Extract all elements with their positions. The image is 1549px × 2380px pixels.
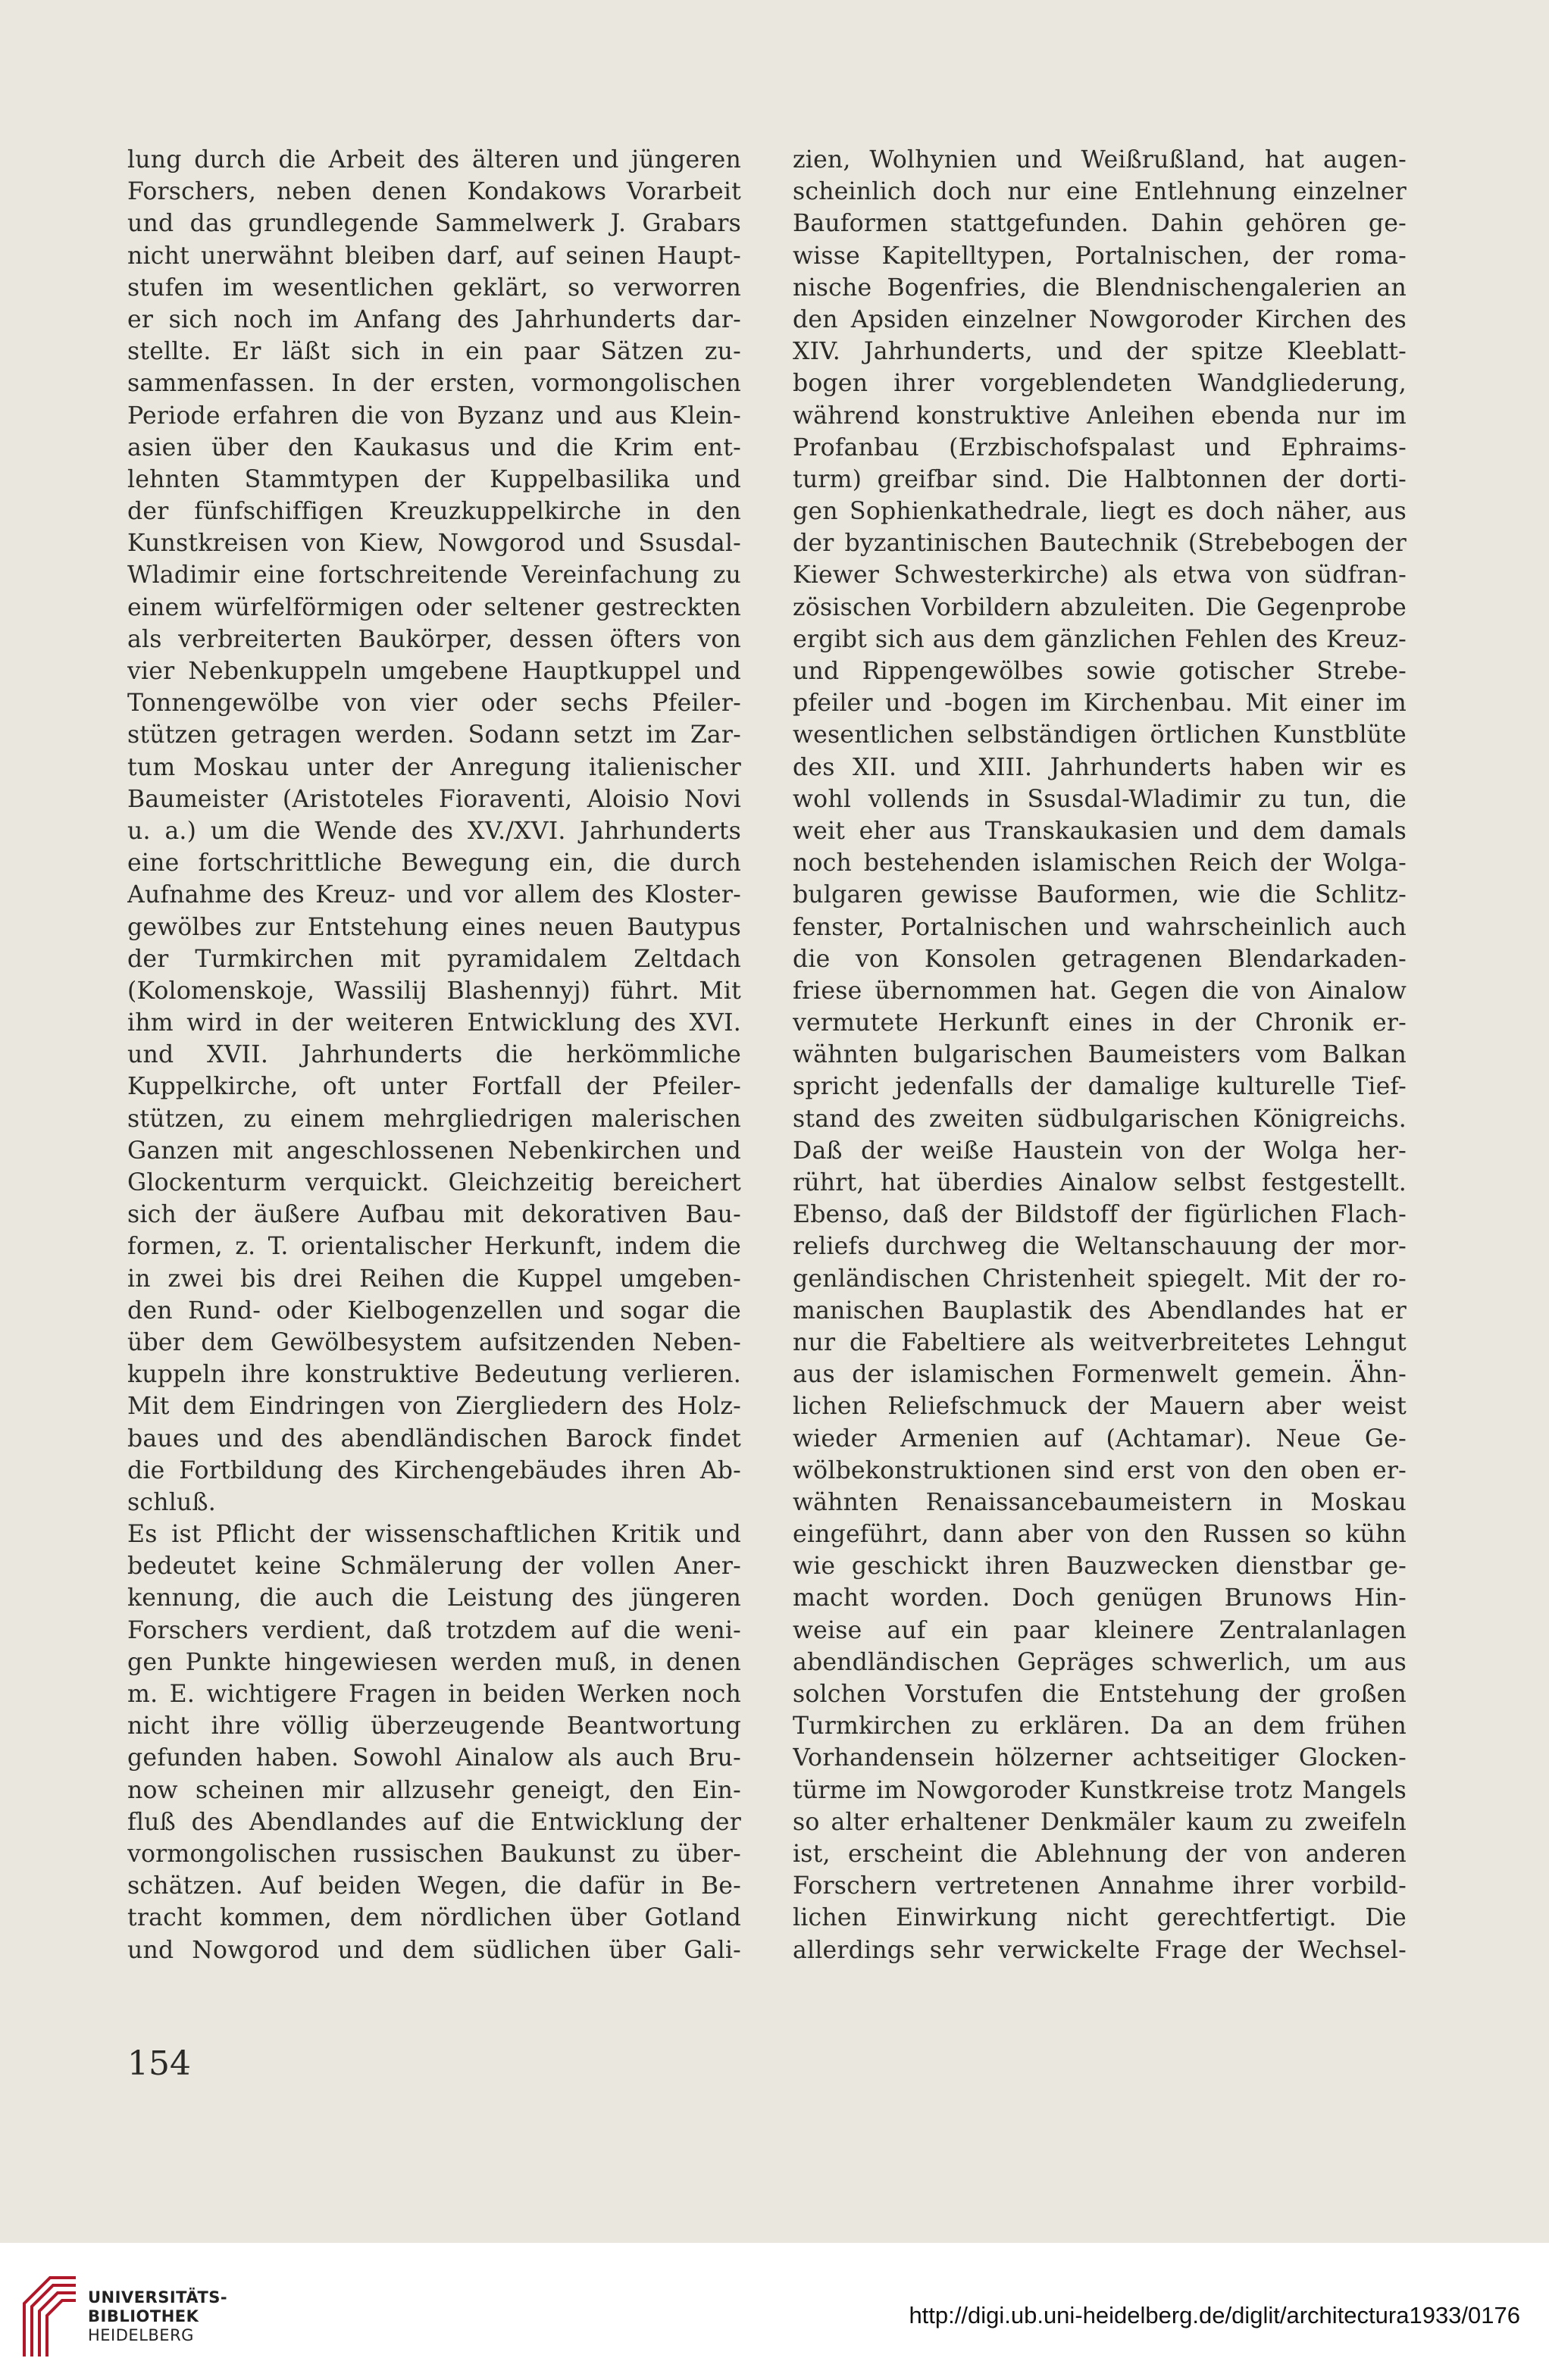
text-line: Kiewer Schwesterkirche) als etwa von südfran- bbox=[793, 561, 1407, 590]
text-line: tum Moskau unter der Anregung italienischer bbox=[127, 753, 741, 781]
text-line: zösischen Vorbildern abzuleiten. Die Gegenprobe bbox=[793, 593, 1407, 621]
text-line: scheinlich doch nur eine Entlehnung einzelner bbox=[793, 178, 1407, 206]
text-line: XIV. Jahrhunderts, und der spitze Kleeblatt- bbox=[793, 338, 1407, 366]
right-text-column bbox=[793, 144, 1407, 1966]
text-line: und das grundlegende Sammelwerk J. Grabars bbox=[127, 210, 741, 238]
text-line: Daß der weiße Haustein von der Wolga her- bbox=[793, 1137, 1407, 1165]
text-line: nische Bogenfries, die Blendnischengalerien an bbox=[793, 274, 1407, 302]
text-line: nicht ihre völlig überzeugende Beantwortung bbox=[127, 1712, 741, 1740]
text-line: der byzantinischen Bautechnik (Strebebogen der bbox=[793, 530, 1407, 558]
text-line: friese übernommen hat. Gegen die von Ainalow bbox=[793, 977, 1407, 1005]
text-line: in zwei bis drei Reihen die Kuppel umgeben- bbox=[127, 1265, 741, 1293]
text-line: weit eher aus Transkaukasien und dem damals bbox=[793, 817, 1407, 845]
text-line: gen Punkte hingewiesen werden muß, in denen bbox=[127, 1648, 741, 1676]
text-line: Turmkirchen zu erklären. Da an dem frühen bbox=[793, 1712, 1407, 1740]
text-line: now scheinen mir allzusehr geneigt, den Ein- bbox=[127, 1776, 741, 1804]
text-line: (Kolomenskoje, Wassilij Blashennyj) führt. Mit bbox=[127, 977, 741, 1005]
text-line: stufen im wesentlichen geklärt, so verworren bbox=[127, 274, 741, 302]
text-line: Mit dem Eindringen von Ziergliedern des Holz- bbox=[127, 1393, 741, 1421]
text-line: zien, Wolhynien und Weißrußland, hat augen- bbox=[793, 146, 1407, 174]
text-line: den Rund- oder Kielbogenzellen und sogar die bbox=[127, 1296, 741, 1324]
text-line: Periode erfahren die von Byzanz und aus Klein- bbox=[127, 402, 741, 430]
text-line: vier Nebenkuppeln umgebene Hauptkuppel und bbox=[127, 658, 741, 685]
text-line: Aufnahme des Kreuz- und vor allem des Kloster- bbox=[127, 881, 741, 909]
text-line: gen Sophienkathedrale, liegt es doch näher, aus bbox=[793, 498, 1407, 526]
text-line: als verbreiterten Baukörper, dessen öfters von bbox=[127, 625, 741, 653]
text-line: Glockenturm verquickt. Gleichzeitig bereichert bbox=[127, 1169, 741, 1196]
text-line: wähnten Renaissancebaumeistern in Moskau bbox=[793, 1488, 1407, 1516]
text-line: türme im Nowgoroder Kunstkreise trotz Mangels bbox=[793, 1776, 1407, 1804]
text-line: sammenfassen. In der ersten, vormongolischen bbox=[127, 370, 741, 398]
library-name-line2: BIBLIOTHEK bbox=[88, 2307, 199, 2325]
text-line: asien über den Kaukasus und die Krim ent- bbox=[127, 433, 741, 461]
text-line: wisse Kapitelltypen, Portalnischen, der roma- bbox=[793, 242, 1407, 270]
text-line: eingeführt, dann aber von den Russen so kühn bbox=[793, 1521, 1407, 1549]
library-logo-icon bbox=[20, 2273, 80, 2363]
text-line: und Rippengewölbes sowie gotischer Strebe- bbox=[793, 658, 1407, 685]
text-line: turm) greifbar sind. Die Halbtonnen der dorti- bbox=[793, 465, 1407, 493]
text-line: Baumeister (Aristoteles Fioraventi, Aloisio Novi bbox=[127, 785, 741, 813]
source-url-link[interactable]: http://digi.ub.uni-heidelberg.de/diglit/architectura1933/0176 bbox=[909, 2302, 1520, 2328]
text-line: reliefs durchweg die Weltanschauung der mor- bbox=[793, 1233, 1407, 1261]
text-line: eine fortschrittliche Bewegung ein, die durch bbox=[127, 849, 741, 877]
text-line: so alter erhaltener Denkmäler kaum zu zweifeln bbox=[793, 1808, 1407, 1836]
text-line: solchen Vorstufen die Entstehung der großen bbox=[793, 1681, 1407, 1708]
text-line: vermutete Herkunft eines in der Chronik er- bbox=[793, 1009, 1407, 1037]
text-line: des XII. und XIII. Jahrhunderts haben wir es bbox=[793, 753, 1407, 781]
text-line: lichen Einwirkung nicht gerechtfertigt. Die bbox=[793, 1904, 1407, 1932]
text-line: kuppeln ihre konstruktive Bedeutung verlieren. bbox=[127, 1361, 741, 1389]
text-line: lung durch die Arbeit des älteren und jüngeren bbox=[127, 146, 741, 174]
text-line: während konstruktive Anleihen ebenda nur im bbox=[793, 402, 1407, 430]
text-line: einem würfelförmigen oder seltener gestreckten bbox=[127, 593, 741, 621]
library-name bbox=[88, 2288, 227, 2345]
text-line: bulgaren gewisse Bauformen, wie die Schlitz- bbox=[793, 881, 1407, 909]
text-line: bedeutet keine Schmälerung der vollen Aner- bbox=[127, 1553, 741, 1581]
text-line: und XVII. Jahrhunderts die herkömmliche bbox=[127, 1041, 741, 1069]
text-line: gewölbes zur Entstehung eines neuen Bautypus bbox=[127, 913, 741, 941]
text-line: lichen Reliefschmuck der Mauern aber weist bbox=[793, 1393, 1407, 1421]
text-line: kennung, die auch die Leistung des jüngeren bbox=[127, 1584, 741, 1612]
text-line: weise auf ein paar kleinere Zentralanlagen bbox=[793, 1616, 1407, 1644]
text-line: manischen Bauplastik des Abendlandes hat er bbox=[793, 1296, 1407, 1324]
text-line: nur die Fabeltiere als weitverbreitetes Lehngut bbox=[793, 1328, 1407, 1356]
text-line: vormongolischen russischen Baukunst zu über- bbox=[127, 1840, 741, 1868]
text-line: schluß. bbox=[127, 1488, 216, 1516]
text-line: rührt, hat überdies Ainalow selbst festgestellt. bbox=[793, 1169, 1407, 1196]
text-line: wesentlichen selbständigen örtlichen Kunstblüte bbox=[793, 721, 1407, 749]
text-line: Kunstkreisen von Kiew, Nowgorod und Ssusdal- bbox=[127, 530, 741, 558]
text-line: der fünfschiffigen Kreuzkuppelkirche in den bbox=[127, 498, 741, 526]
text-line: Tonnengewölbe von vier oder sechs Pfeiler- bbox=[127, 690, 741, 718]
text-line: m. E. wichtigere Fragen in beiden Werken noch bbox=[127, 1681, 741, 1708]
page-number: 154 bbox=[127, 2044, 191, 2083]
text-line: lehnten Stammtypen der Kuppelbasilika und bbox=[127, 465, 741, 493]
text-line: u. a.) um die Wende des XV./XVI. Jahrhunderts bbox=[127, 817, 741, 845]
left-text-column bbox=[127, 144, 741, 1966]
text-line: macht worden. Doch genügen Brunows Hin- bbox=[793, 1584, 1407, 1612]
text-line: fluß des Abendlandes auf die Entwicklung der bbox=[127, 1808, 741, 1836]
text-line: und Nowgorod und dem südlichen über Gali- bbox=[127, 1936, 741, 1964]
text-line: stützen getragen werden. Sodann setzt im Zar- bbox=[127, 721, 741, 749]
text-line: pfeiler und -bogen im Kirchenbau. Mit einer im bbox=[793, 690, 1407, 718]
text-line: den Apsiden einzelner Nowgoroder Kirchen des bbox=[793, 305, 1407, 333]
text-line: er sich noch im Anfang des Jahrhunderts dar- bbox=[127, 305, 741, 333]
text-line: der Turmkirchen mit pyramidalem Zeltdach bbox=[127, 945, 741, 973]
library-name-line1: UNIVERSITÄTS- bbox=[88, 2288, 228, 2307]
text-line: die von Konsolen getragenen Blendarkaden- bbox=[793, 945, 1407, 973]
text-line: abendländischen Gepräges schwerlich, um aus bbox=[793, 1648, 1407, 1676]
text-line: ergibt sich aus dem gänzlichen Fehlen des Kreuz- bbox=[793, 625, 1407, 653]
text-line: nicht unerwähnt bleiben darf, auf seinen Haupt- bbox=[127, 242, 741, 270]
text-line: fenster, Portalnischen und wahrscheinlich auch bbox=[793, 913, 1407, 941]
text-line: wölbekonstruktionen sind erst von den oben er- bbox=[793, 1456, 1407, 1484]
text-line: wähnten bulgarischen Baumeisters vom Balkan bbox=[793, 1041, 1407, 1069]
text-line: spricht jedenfalls der damalige kulturelle Tief- bbox=[793, 1073, 1407, 1101]
text-line: genländischen Christenheit spiegelt. Mit der ro- bbox=[793, 1265, 1407, 1293]
text-line: baues und des abendländischen Barock findet bbox=[127, 1425, 741, 1453]
text-line: Profanbau (Erzbischofspalast und Ephraims- bbox=[793, 433, 1407, 461]
text-line: ist, erscheint die Ablehnung der von anderen bbox=[793, 1840, 1407, 1868]
text-line: Ebenso, daß der Bildstoff der figürlichen Flach- bbox=[793, 1201, 1407, 1229]
text-line: Ganzen mit angeschlossenen Nebenkirchen und bbox=[127, 1137, 741, 1165]
text-line: Wladimir eine fortschreitende Vereinfachung zu bbox=[127, 561, 741, 590]
text-line: Vorhandensein hölzerner achtseitiger Glocken- bbox=[793, 1744, 1407, 1772]
text-line: schätzen. Auf beiden Wegen, die dafür in Be- bbox=[127, 1872, 741, 1900]
text-line: über dem Gewölbesystem aufsitzenden Neben- bbox=[127, 1328, 741, 1356]
text-line: aus der islamischen Formenwelt gemein. Ähn- bbox=[793, 1361, 1407, 1389]
library-name-line3: HEIDELBERG bbox=[88, 2326, 194, 2344]
text-line: stand des zweiten südbulgarischen Königreichs. bbox=[793, 1105, 1407, 1133]
text-line: ihm wird in der weiteren Entwicklung des XVI. bbox=[127, 1009, 741, 1037]
text-line: formen, z. T. orientalischer Herkunft, indem die bbox=[127, 1233, 741, 1261]
text-line: Es ist Pflicht der wissenschaftlichen Kritik und bbox=[127, 1521, 741, 1549]
text-line: Bauformen stattgefunden. Dahin gehören ge- bbox=[793, 210, 1407, 238]
text-line: wohl vollends in Ssusdal-Wladimir zu tun, die bbox=[793, 785, 1407, 813]
text-line: stützen, zu einem mehrgliedrigen malerischen bbox=[127, 1105, 741, 1133]
text-line: tracht kommen, dem nördlichen über Gotland bbox=[127, 1904, 741, 1932]
text-line: wie geschickt ihren Bauzwecken dienstbar ge- bbox=[793, 1553, 1407, 1581]
text-line: bogen ihrer vorgeblendeten Wandgliederung, bbox=[793, 370, 1407, 398]
text-line: noch bestehenden islamischen Reich der Wolga- bbox=[793, 849, 1407, 877]
text-line: Forschers, neben denen Kondakows Vorarbeit bbox=[127, 178, 741, 206]
text-line: sich der äußere Aufbau mit dekorativen Bau- bbox=[127, 1201, 741, 1229]
text-line: Forschers verdient, daß trotzdem auf die weni- bbox=[127, 1616, 741, 1644]
text-line: wieder Armenien auf (Achtamar). Neue Ge- bbox=[793, 1425, 1407, 1453]
text-line: stellte. Er läßt sich in ein paar Sätzen zu- bbox=[127, 338, 741, 366]
text-line: gefunden haben. Sowohl Ainalow als auch Bru- bbox=[127, 1744, 741, 1772]
text-line: die Fortbildung des Kirchengebäudes ihren Ab- bbox=[127, 1456, 741, 1484]
text-line: Kuppelkirche, oft unter Fortfall der Pfeiler- bbox=[127, 1073, 741, 1101]
text-line: allerdings sehr verwickelte Frage der Wechsel- bbox=[793, 1936, 1407, 1964]
text-line: Forschern vertretenen Annahme ihrer vorbild- bbox=[793, 1872, 1407, 1900]
